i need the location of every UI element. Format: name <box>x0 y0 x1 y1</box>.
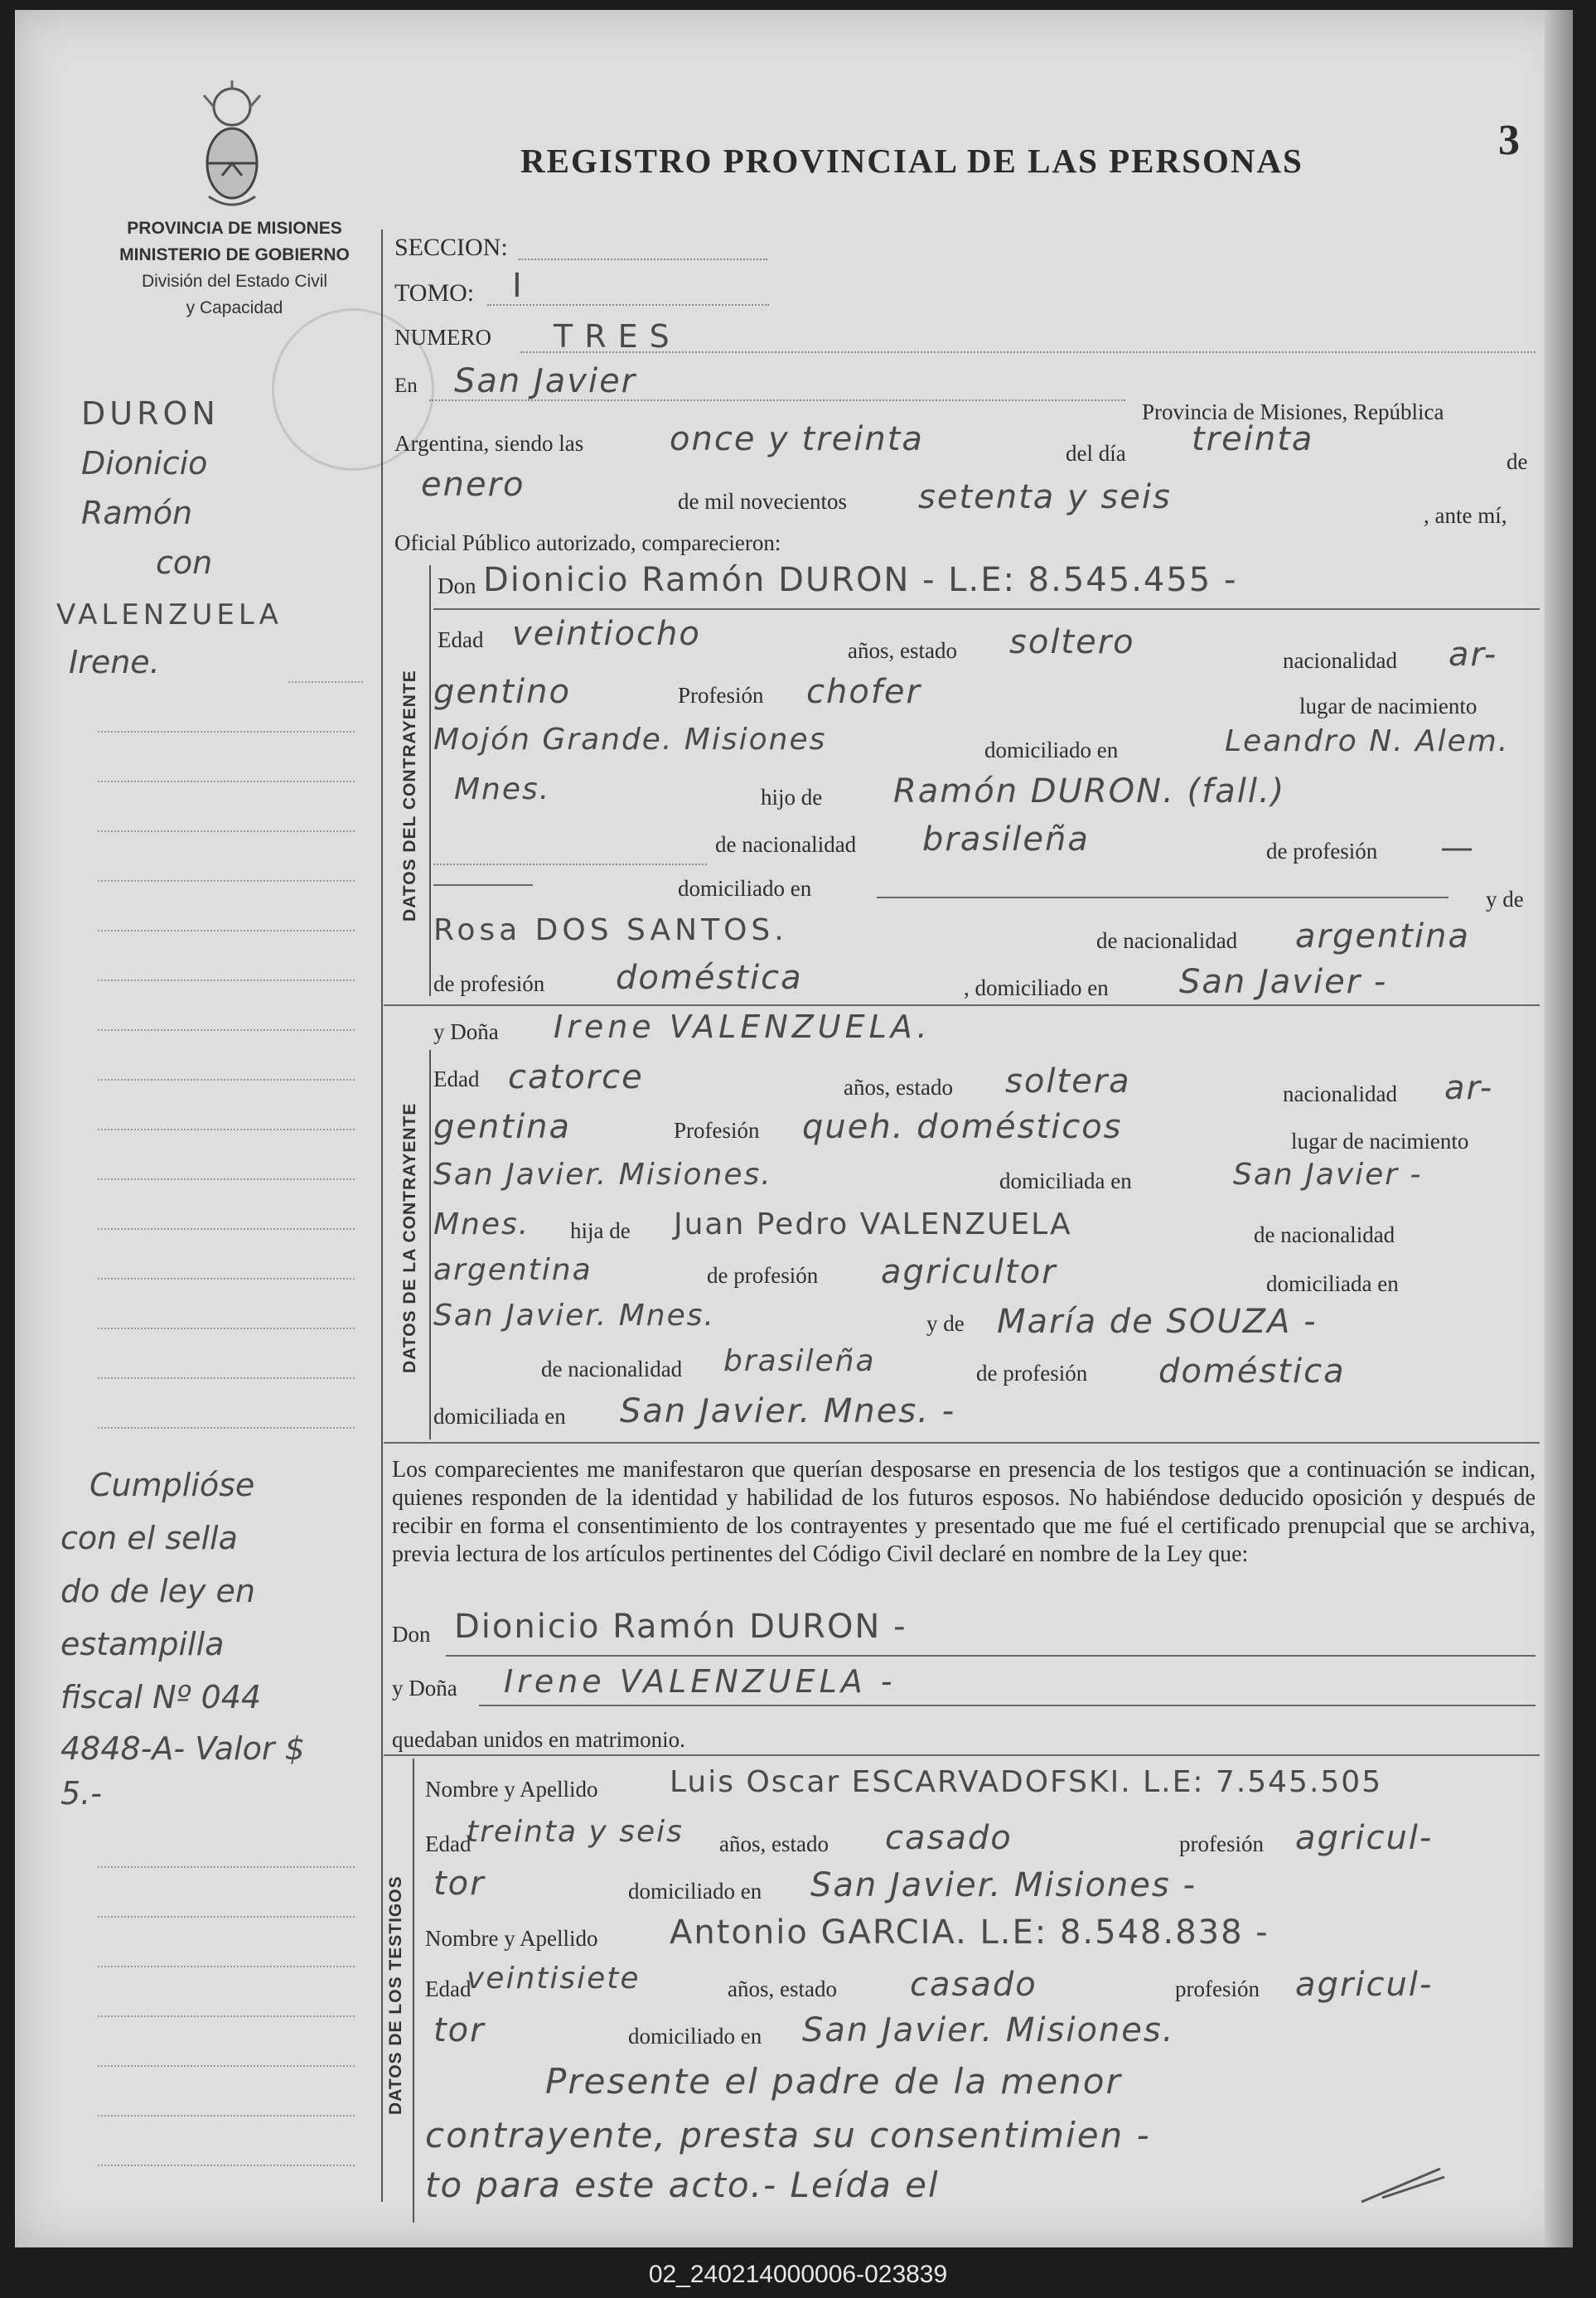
mil-novecientos-label: de mil novecientos <box>678 489 847 514</box>
w2-edad-label: Edad <box>425 1976 472 2001</box>
groom-dom-label: domiciliado en <box>984 738 1119 762</box>
groom-hijo-label: hijo de <box>761 785 823 810</box>
seccion-label: SECCION: <box>394 234 508 261</box>
closing-mark-icon <box>1357 2165 1448 2206</box>
bride-section-label: DATOS DE LA CONTRAYENTE <box>400 1102 419 1373</box>
place-value: San Javier <box>454 362 637 400</box>
w1-prof-label: profesión <box>1179 1831 1264 1856</box>
groom-section-label: DATOS DEL CONTRAYENTE <box>400 670 419 922</box>
bride-mnac-label: de nacionalidad <box>541 1357 683 1381</box>
bride-nac-b: gentina <box>433 1108 572 1146</box>
margin-note-6: 4848-A- Valor $ <box>60 1730 305 1767</box>
w2-name: Antonio GARCIA. L.E: 8.548.838 - <box>670 1913 1270 1952</box>
margin-note-5: fiscal Nº 044 <box>60 1679 262 1715</box>
margin-note-7: 5.- <box>60 1775 102 1812</box>
groom-estado: soltero <box>1009 623 1135 661</box>
w1-age: treinta y seis <box>467 1815 684 1849</box>
office-line-2: MINISTERIO DE GOBIERNO <box>119 245 350 264</box>
office-line-3: División del Estado Civil <box>141 272 328 291</box>
groom-name: Dionicio Ramón DURON - L.E: 8.545.455 - <box>483 561 1238 599</box>
w1-prof-b: tor <box>433 1865 486 1903</box>
margin-note-4: estampilla <box>60 1626 225 1662</box>
bride-hija-label: hija de <box>570 1218 631 1243</box>
groom-mnac-label: de nacionalidad <box>1096 928 1238 953</box>
w2-dom-label: domiciliado en <box>628 2024 762 2049</box>
bride-mprof-label: de profesión <box>976 1361 1088 1386</box>
bride-edad-label: Edad <box>433 1067 480 1091</box>
register-page <box>15 10 1573 2247</box>
decl-bride-name: Irene VALENZUELA - <box>504 1663 897 1700</box>
office-line-4: y Capacidad <box>186 298 283 317</box>
groom-mother-dom: San Javier - <box>1179 963 1388 1001</box>
bride-mother-dom: San Javier. Mnes. - <box>620 1392 956 1430</box>
margin-note-2: con el sella <box>60 1520 238 1556</box>
decl-closing: quedaban unidos en matrimonio. <box>392 1727 685 1752</box>
office-line-1: PROVINCIA DE MISIONES <box>127 219 342 238</box>
oficial-label: Oficial Público autorizado, comparecieron: <box>394 530 781 555</box>
decl-don-label: Don <box>392 1622 431 1647</box>
w2-prof-a: agricul- <box>1295 1966 1434 2004</box>
w2-prof-b: tor <box>433 2011 486 2049</box>
groom-nac-a: ar- <box>1448 636 1498 674</box>
groom-father: Ramón DURON. (fall.) <box>893 772 1286 810</box>
groom-mother-nac: argentina <box>1295 917 1470 955</box>
w2-prof-label: profesión <box>1175 1976 1260 2001</box>
bride-prof-label: Profesión <box>674 1118 760 1143</box>
bride-dom-label: domiciliada en <box>999 1168 1132 1193</box>
note-line-1: Presente el padre de la menor <box>545 2061 1122 2102</box>
bride-father-nac: argentina <box>433 1253 592 1287</box>
margin-con: con <box>156 544 213 581</box>
note-line-3: to para este acto.- Leída el <box>425 2165 940 2205</box>
province-text: Provincia de Misiones, República <box>1142 399 1444 424</box>
groom-fdom-label: domiciliado en <box>678 876 812 901</box>
groom-nac-b: gentino <box>433 673 571 711</box>
bride-father-prof: agricultor <box>881 1253 1057 1291</box>
margin-given-1: Dionicio <box>81 445 208 481</box>
groom-mprof-label: de profesión <box>433 971 545 996</box>
bride-nac-a: ar- <box>1444 1069 1494 1107</box>
groom-fprof-label: de profesión <box>1266 839 1378 864</box>
tomo-label: TOMO: <box>394 279 475 307</box>
en-label: En <box>394 375 418 397</box>
witnesses-section-label: DATOS DE LOS TESTIGOS <box>386 1875 405 2115</box>
margin-given-2: Ramón <box>81 495 193 531</box>
groom-estado-label: años, estado <box>848 638 957 663</box>
w1-name: Luis Oscar ESCARVADOFSKI. L.E: 7.545.505 <box>670 1765 1383 1799</box>
bride-y-de-label: y de <box>926 1311 965 1336</box>
numero-value: TRES <box>554 318 681 355</box>
day-value: treinta <box>1192 420 1314 458</box>
groom-mdom-label: , domiciliado en <box>964 975 1109 1000</box>
margin-bride-name: Irene. <box>69 644 160 680</box>
bride-address-b: Mnes. <box>433 1207 530 1241</box>
time-value: once y treinta <box>670 420 924 458</box>
column-divider <box>381 230 383 2202</box>
w1-label: Nombre y Apellido <box>425 1777 598 1802</box>
groom-prof-label: Profesión <box>678 683 764 708</box>
bride-birthplace: San Javier. Misiones. <box>433 1158 772 1192</box>
w2-estado: casado <box>910 1966 1037 2004</box>
bride-mother-prof: doméstica <box>1158 1352 1346 1391</box>
bride-father-dom: San Javier. Mnes. <box>433 1299 715 1333</box>
image-caption: 02_240214000006-023839 <box>648 2261 948 2288</box>
bride-mother-nac: brasileña <box>723 1344 876 1378</box>
margin-bride-surname: VALENZUELA <box>56 598 283 631</box>
groom-address-a: Leandro N. Alem. <box>1225 724 1510 758</box>
de-label: de <box>1507 449 1528 474</box>
bride-age: catorce <box>508 1058 644 1096</box>
bride-fprof-label: de profesión <box>707 1263 819 1288</box>
ante-mi-label: , ante mí, <box>1424 503 1507 528</box>
margin-surname: DURON <box>81 395 220 432</box>
groom-fnac-label: de nacionalidad <box>715 832 857 857</box>
bride-father: Juan Pedro VALENZUELA <box>674 1207 1072 1241</box>
bride-mother: María de SOUZA - <box>997 1303 1318 1341</box>
groom-mother: Rosa DOS SANTOS. <box>433 913 788 947</box>
bride-fnac-label: de nacionalidad <box>1254 1222 1395 1247</box>
w1-dom-label: domiciliado en <box>628 1879 762 1904</box>
decl-dona-label: y Doña <box>392 1676 457 1701</box>
w1-dom: San Javier. Misiones - <box>810 1866 1197 1904</box>
decl-groom-name: Dionicio Ramón DURON - <box>454 1608 907 1646</box>
w2-estado-label: años, estado <box>728 1976 837 2001</box>
bride-name: Irene VALENZUELA. <box>554 1009 931 1045</box>
bride-fdom-label: domiciliada en <box>1266 1271 1399 1296</box>
coat-of-arms-icon <box>199 80 265 213</box>
w2-age: veintisiete <box>467 1962 641 1996</box>
margin-note-3: do de ley en <box>60 1573 255 1609</box>
groom-edad-label: Edad <box>438 627 484 652</box>
margin-note-1: Cumplióse <box>89 1467 255 1503</box>
don-label: Don <box>438 573 476 598</box>
bride-address-a: San Javier - <box>1233 1158 1423 1192</box>
w2-label: Nombre y Apellido <box>425 1926 598 1951</box>
groom-father-prof: — <box>1440 829 1475 867</box>
declaration-paragraph: Los comparecientes me manifestaron que querían desposarse en presencia de los testigos que a continuación se indican, quienes responden de la identidad y habilidad de los futuros esposos. No habiéndose deducido oposición y después de recibir en forma el consentimiento de los contrayentes y presentado que me fué el certificado prenupcial que se archiva, previa lectura de los artículos pertinentes del Código Civil declaré en nombre de la Ley que: <box>392 1457 1536 1567</box>
groom-birth-label: lugar de nacimiento <box>1299 694 1478 718</box>
bride-nac-label: nacionalidad <box>1283 1081 1397 1106</box>
groom-nac-label: nacionalidad <box>1283 648 1397 673</box>
note-line-2: contrayente, presta su consentimien - <box>425 2115 1151 2155</box>
groom-y-de-label: y de <box>1486 887 1524 912</box>
groom-mother-prof: doméstica <box>616 959 803 997</box>
bride-estado-label: años, estado <box>844 1075 953 1100</box>
groom-birthplace: Mojón Grande. Misiones <box>433 723 827 757</box>
page-title: REGISTRO PROVINCIAL DE LAS PERSONAS <box>520 142 1303 180</box>
numero-label: NUMERO <box>394 325 492 350</box>
groom-profession: chofer <box>806 673 921 711</box>
groom-address-b: Mnes. <box>454 772 551 806</box>
bride-estado: soltera <box>1005 1062 1131 1101</box>
dona-label: y Doña <box>433 1019 499 1044</box>
groom-father-nac: brasileña <box>922 820 1090 859</box>
page-number: 3 <box>1498 117 1520 164</box>
bride-birth-label: lugar de nacimiento <box>1291 1129 1469 1154</box>
del-dia-label: del día <box>1066 441 1126 466</box>
bride-mdom-label: domiciliada en <box>433 1404 566 1429</box>
w1-prof-a: agricul- <box>1295 1819 1434 1857</box>
bride-profession: queh. domésticos <box>802 1108 1123 1146</box>
argentina-label: Argentina, siendo las <box>394 431 584 456</box>
tomo-value: I <box>512 267 524 305</box>
w1-estado-label: años, estado <box>719 1831 829 1856</box>
month-value: enero <box>421 466 525 504</box>
w1-estado: casado <box>885 1819 1013 1857</box>
year-value: setenta y seis <box>918 478 1172 516</box>
groom-age: veintiocho <box>512 615 701 653</box>
w1-edad-label: Edad <box>425 1831 472 1856</box>
w2-dom: San Javier. Misiones. <box>802 2011 1175 2049</box>
